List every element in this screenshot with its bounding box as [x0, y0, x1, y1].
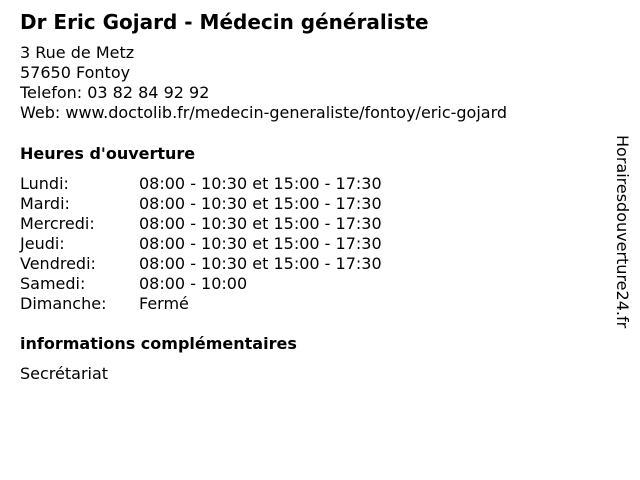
- day-label: Dimanche:: [20, 294, 107, 313]
- phone-number: Telefon: 03 82 84 92 92: [20, 83, 210, 102]
- additional-info-heading: informations complémentaires: [20, 334, 297, 353]
- watermark-text: Horairesdouverture24.fr: [613, 135, 632, 329]
- additional-info-text: Secrétariat: [20, 364, 109, 383]
- day-label: Jeudi:: [20, 234, 65, 253]
- day-label: Mercredi:: [20, 214, 95, 233]
- day-hours: 08:00 - 10:00: [139, 274, 248, 293]
- page-title: Dr Eric Gojard - Médecin généraliste: [20, 10, 429, 34]
- address-block: [20, 43, 507, 123]
- day-hours: 08:00 - 10:30 et 15:00 - 17:30: [139, 234, 382, 253]
- day-hours: 08:00 - 10:30 et 15:00 - 17:30: [139, 254, 382, 273]
- street-address: 3 Rue de Metz: [20, 43, 135, 62]
- day-hours: Fermé: [139, 294, 189, 313]
- day-hours: 08:00 - 10:30 et 15:00 - 17:30: [139, 214, 382, 233]
- day-label: Mardi:: [20, 194, 70, 213]
- city-postcode: 57650 Fontoy: [20, 63, 131, 82]
- opening-hours-heading: Heures d'ouverture: [20, 144, 196, 163]
- day-hours: 08:00 - 10:30 et 15:00 - 17:30: [139, 194, 382, 213]
- day-label: Samedi:: [20, 274, 86, 293]
- website-link[interactable]: Web: www.doctolib.fr/medecin-generaliste/fontoy/eric-gojard: [20, 103, 508, 122]
- day-label: Vendredi:: [20, 254, 96, 273]
- day-hours: 08:00 - 10:30 et 15:00 - 17:30: [139, 174, 382, 193]
- day-label: Lundi:: [20, 174, 69, 193]
